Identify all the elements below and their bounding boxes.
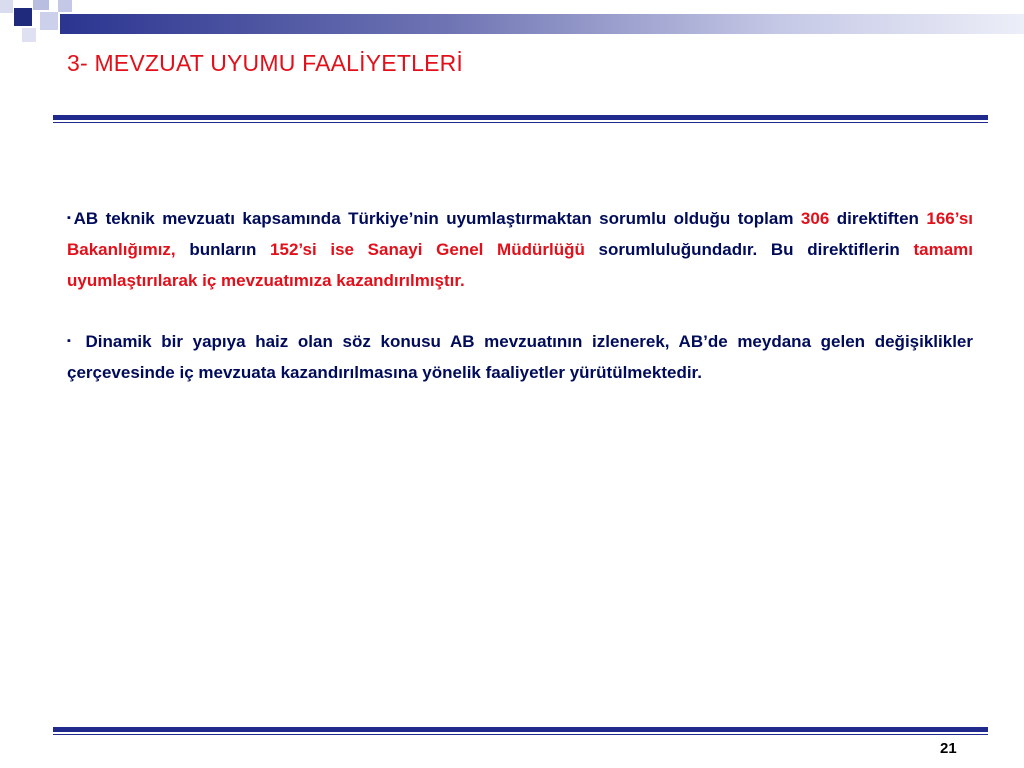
title-divider bbox=[53, 115, 988, 123]
decor-square bbox=[33, 0, 49, 10]
text-segment: AB teknik mevzuatı kapsamında Türkiye’nin uyumlaştırmaktan sorumlu olduğu toplam bbox=[73, 209, 801, 228]
text-highlight: 166’sı Bakanlığımız, bbox=[67, 209, 973, 259]
bullet-marker-icon: ▪ bbox=[67, 335, 76, 347]
text-segment: sorumluluğundadır. Bu direktiflerin bbox=[584, 240, 914, 259]
decor-square bbox=[40, 12, 58, 30]
text-segment: Dinamik bir yapıya haiz olan söz konusu AB mevzuatının izlenerek, AB’de meydana gelen değişiklikler çerçevesinde iç mevzuata kazandırılmasına yönelik faaliyetler yürütülmektedir. bbox=[67, 332, 973, 382]
footer-divider bbox=[53, 727, 988, 735]
text-highlight: 152’si ise Sanayi Genel Müdürlüğü bbox=[270, 240, 585, 259]
page-number: 21 bbox=[940, 740, 957, 757]
decor-square bbox=[14, 8, 32, 26]
decor-square bbox=[58, 0, 72, 12]
decor-square bbox=[0, 0, 13, 13]
bullet-paragraph bbox=[67, 326, 973, 388]
bullet-marker-icon: ▪ bbox=[67, 212, 74, 224]
text-highlight: tamamı uyumlaştırılarak iç mevzuatımıza kazandırılmıştır. bbox=[67, 240, 974, 290]
text-segment: bunların bbox=[175, 240, 271, 259]
decor-square bbox=[22, 28, 36, 42]
slide-title: 3- MEVZUAT UYUMU FAALİYETLERİ bbox=[67, 50, 464, 76]
header-gradient-bar bbox=[60, 14, 1024, 34]
text-highlight: 306 bbox=[800, 209, 830, 228]
text-segment: direktiften bbox=[829, 209, 927, 228]
slide-body bbox=[67, 203, 973, 418]
bullet-paragraph bbox=[67, 203, 973, 296]
